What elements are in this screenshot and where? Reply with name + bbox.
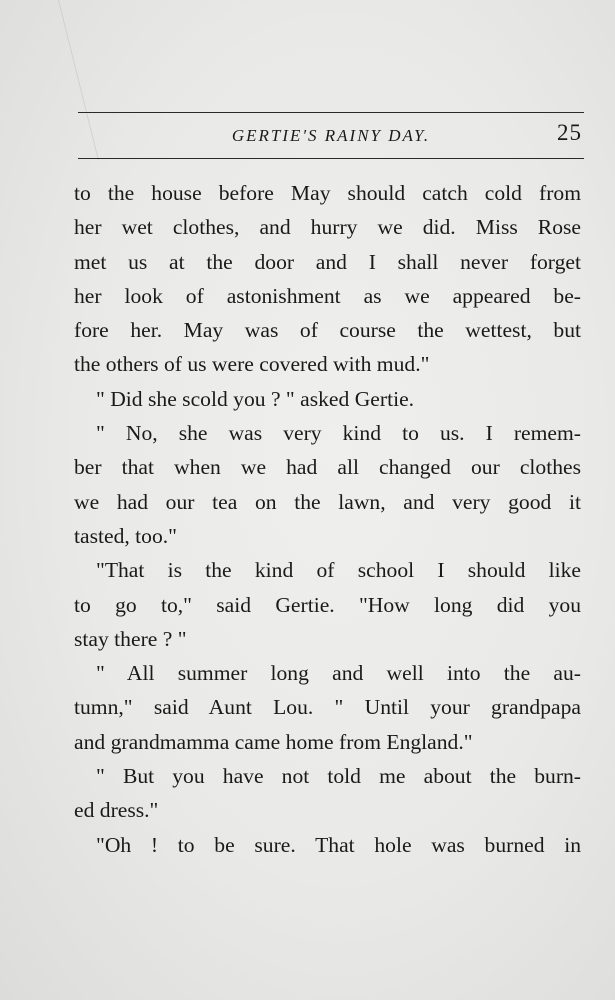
text-line: fore her. May was of course the wettest, but bbox=[74, 318, 581, 343]
header-rule-bottom bbox=[78, 158, 584, 159]
text-line: met us at the door and I shall never forget bbox=[74, 249, 581, 274]
text-line: " All summer long and well into the au- bbox=[96, 661, 581, 686]
text-line: to go to," said Gertie. "How long did you bbox=[74, 592, 581, 617]
text-line: ber that when we had all changed our clothes bbox=[74, 455, 581, 480]
header-rule-top bbox=[78, 112, 584, 113]
text-line: we had our tea on the lawn, and very good it bbox=[74, 489, 581, 514]
running-head: GERTIE'S RAINY DAY. bbox=[231, 126, 431, 145]
text-line: "Oh ! to be sure. That hole was burned in bbox=[96, 832, 581, 857]
text-line: "That is the kind of school I should like bbox=[96, 558, 581, 583]
text-line: to the house before May should catch cold from bbox=[74, 181, 581, 205]
text-line: " But you have not told me about the burn- bbox=[96, 764, 581, 789]
text-line: " Did she scold you ? " asked Gertie. bbox=[96, 386, 415, 411]
text-line: and grandmamma came home from England." bbox=[74, 729, 473, 754]
body-text bbox=[74, 176, 581, 862]
text-line: the others of us were covered with mud." bbox=[74, 352, 430, 377]
text-line: her wet clothes, and hurry we did. Miss Rose bbox=[74, 215, 581, 240]
text-line: " No, she was very kind to us. I remem- bbox=[96, 421, 581, 446]
text-line: tumn," said Aunt Lou. " Until your grandpapa bbox=[74, 695, 581, 720]
text-line: ed dress." bbox=[74, 798, 159, 823]
text-line: stay there ? " bbox=[74, 626, 187, 651]
text-line: her look of astonishment as we appeared be- bbox=[74, 283, 581, 308]
page-number: 25 bbox=[557, 120, 582, 145]
text-line: tasted, too." bbox=[74, 523, 177, 548]
page-header bbox=[78, 118, 584, 152]
